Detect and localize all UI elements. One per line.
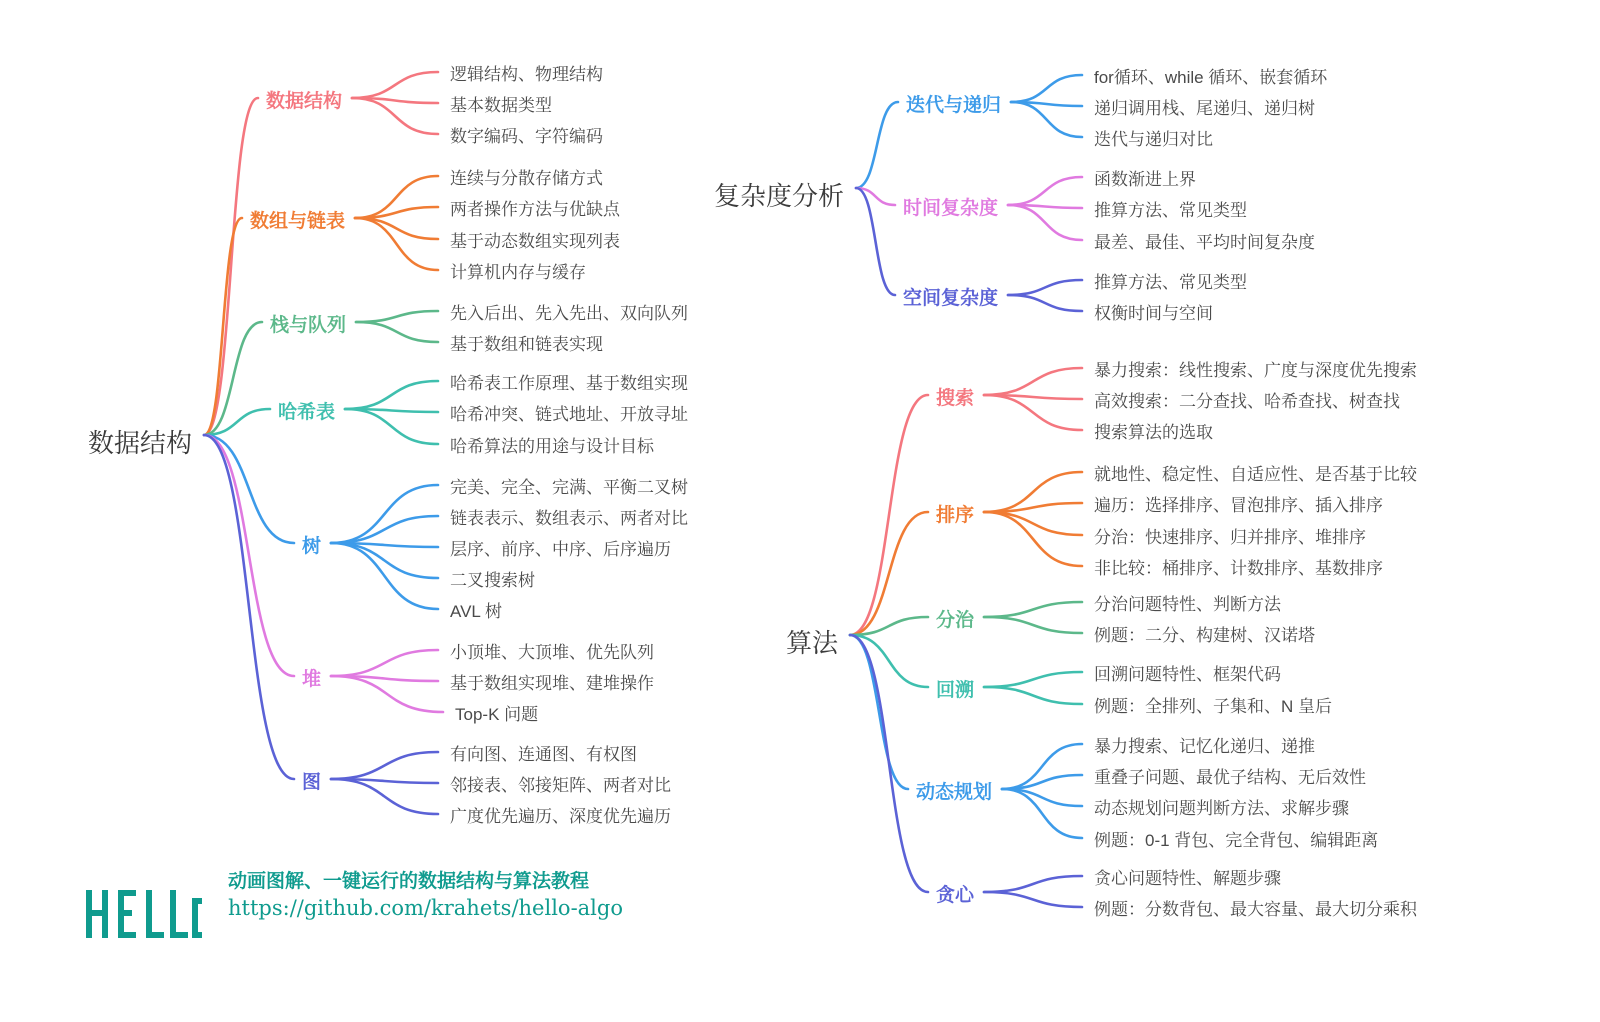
hello-algo-logo <box>84 884 204 946</box>
branch-heap-leaf-2: Top-K 问题 <box>455 705 539 724</box>
branch-tree-leaf-1: 链表表示、数组表示、两者对比 <box>450 509 688 528</box>
branch-heap[interactable]: 堆 <box>302 669 322 690</box>
branch-tree-leaf-3: 二叉搜索树 <box>450 571 535 590</box>
branch-greedy[interactable]: 贪心 <box>936 885 975 906</box>
branch-search-leaf-0: 暴力搜索：线性搜索、广度与深度优先搜索 <box>1094 361 1417 380</box>
branch-graph-leaf-0: 有向图、连通图、有权图 <box>450 745 637 764</box>
branch-array-linkedlist-leaf-1: 两者操作方法与优缺点 <box>450 200 620 219</box>
branch-space-complexity-leaf-1: 权衡时间与空间 <box>1094 304 1213 323</box>
branch-hash-table-leaf-1: 哈希冲突、链式地址、开放寻址 <box>450 405 688 424</box>
branch-hash-table[interactable]: 哈希表 <box>278 402 336 423</box>
root-root-algorithms: 算法 <box>786 628 839 658</box>
branch-sort[interactable]: 排序 <box>936 505 975 526</box>
branch-sort-leaf-3: 非比较：桶排序、计数排序、基数排序 <box>1094 559 1383 578</box>
branch-heap-leaf-0: 小顶堆、大顶堆、优先队列 <box>450 643 654 662</box>
branch-search-leaf-2: 搜索算法的选取 <box>1094 423 1213 442</box>
branch-time-complexity-leaf-0: 函数渐进上界 <box>1094 170 1196 189</box>
branch-backtracking[interactable]: 回溯 <box>936 680 975 701</box>
branch-data-structure-leaf-0: 逻辑结构、物理结构 <box>450 65 603 84</box>
branch-hash-table-leaf-2: 哈希算法的用途与设计目标 <box>450 437 654 456</box>
branch-iteration-recursion-leaf-1: 递归调用栈、尾递归、递归树 <box>1094 99 1315 118</box>
branch-tree-leaf-2: 层序、前序、中序、后序遍历 <box>450 540 671 559</box>
branch-stack-queue[interactable]: 栈与队列 <box>270 315 347 336</box>
branch-graph-leaf-2: 广度优先遍历、深度优先遍历 <box>450 807 671 826</box>
branch-hash-table-leaf-0: 哈希表工作原理、基于数组实现 <box>450 374 688 393</box>
branch-iteration-recursion-leaf-0: for循环、while 循环、嵌套循环 <box>1094 68 1328 87</box>
branch-dynamic-programming-leaf-0: 暴力搜索、记忆化递归、递推 <box>1094 737 1315 756</box>
branch-data-structure-leaf-2: 数字编码、字符编码 <box>450 127 603 146</box>
footer-url-link[interactable]: https://github.com/krahets/hello-algo <box>228 896 623 920</box>
branch-array-linkedlist[interactable]: 数组与链表 <box>250 211 346 232</box>
footer-tagline: 动画图解、一键运行的数据结构与算法教程 <box>228 871 590 892</box>
branch-array-linkedlist-leaf-2: 基于动态数组实现列表 <box>450 232 620 251</box>
branch-space-complexity[interactable]: 空间复杂度 <box>903 288 999 309</box>
branch-divide-conquer[interactable]: 分治 <box>936 610 975 631</box>
root-root-left: 数据结构 <box>88 428 193 458</box>
branch-graph[interactable]: 图 <box>302 772 322 793</box>
branch-iteration-recursion-leaf-2: 迭代与递归对比 <box>1094 130 1213 149</box>
branch-space-complexity-leaf-0: 推算方法、常见类型 <box>1094 273 1247 292</box>
branch-time-complexity[interactable]: 时间复杂度 <box>903 198 999 219</box>
branch-array-linkedlist-leaf-0: 连续与分散存储方式 <box>450 169 603 188</box>
branch-time-complexity-leaf-2: 最差、最佳、平均时间复杂度 <box>1094 233 1315 252</box>
branch-graph-leaf-1: 邻接表、邻接矩阵、两者对比 <box>450 776 671 795</box>
branch-backtracking-leaf-0: 回溯问题特性、框架代码 <box>1094 665 1281 684</box>
branch-backtracking-leaf-1: 例题：全排列、子集和、N 皇后 <box>1094 697 1332 716</box>
branch-time-complexity-leaf-1: 推算方法、常见类型 <box>1094 201 1247 220</box>
branch-iteration-recursion[interactable]: 迭代与递归 <box>906 95 1002 116</box>
branch-search-leaf-1: 高效搜索：二分查找、哈希查找、树查找 <box>1094 392 1400 411</box>
branch-dynamic-programming-leaf-2: 动态规划问题判断方法、求解步骤 <box>1094 799 1349 818</box>
branch-dynamic-programming-leaf-1: 重叠子问题、最优子结构、无后效性 <box>1094 768 1366 787</box>
branch-tree[interactable]: 树 <box>302 536 322 557</box>
branch-dynamic-programming-leaf-3: 例题：0-1 背包、完全背包、编辑距离 <box>1094 831 1379 850</box>
branch-sort-leaf-2: 分治：快速排序、归并排序、堆排序 <box>1094 528 1366 547</box>
branch-tree-leaf-4: AVL 树 <box>450 602 502 621</box>
branch-data-structure-leaf-1: 基本数据类型 <box>450 96 552 115</box>
branch-greedy-leaf-1: 例题：分数背包、最大容量、最大切分乘积 <box>1094 900 1417 919</box>
branch-divide-conquer-leaf-0: 分治问题特性、判断方法 <box>1094 595 1281 614</box>
branch-tree-leaf-0: 完美、完全、完满、平衡二叉树 <box>450 478 688 497</box>
branch-dynamic-programming[interactable]: 动态规划 <box>916 782 993 803</box>
branch-heap-leaf-1: 基于数组实现堆、建堆操作 <box>450 674 654 693</box>
root-root-complexity: 复杂度分析 <box>714 181 845 211</box>
branch-stack-queue-leaf-0: 先入后出、先入先出、双向队列 <box>450 304 688 323</box>
branch-greedy-leaf-0: 贪心问题特性、解题步骤 <box>1094 869 1281 888</box>
branch-stack-queue-leaf-1: 基于数组和链表实现 <box>450 335 603 354</box>
branch-search[interactable]: 搜索 <box>936 388 975 409</box>
branch-sort-leaf-0: 就地性、稳定性、自适应性、是否基于比较 <box>1094 465 1417 484</box>
branch-array-linkedlist-leaf-3: 计算机内存与缓存 <box>450 263 586 282</box>
branch-data-structure[interactable]: 数据结构 <box>266 91 343 112</box>
branch-divide-conquer-leaf-1: 例题：二分、构建树、汉诺塔 <box>1094 626 1315 645</box>
branch-sort-leaf-1: 遍历：选择排序、冒泡排序、插入排序 <box>1094 496 1383 515</box>
